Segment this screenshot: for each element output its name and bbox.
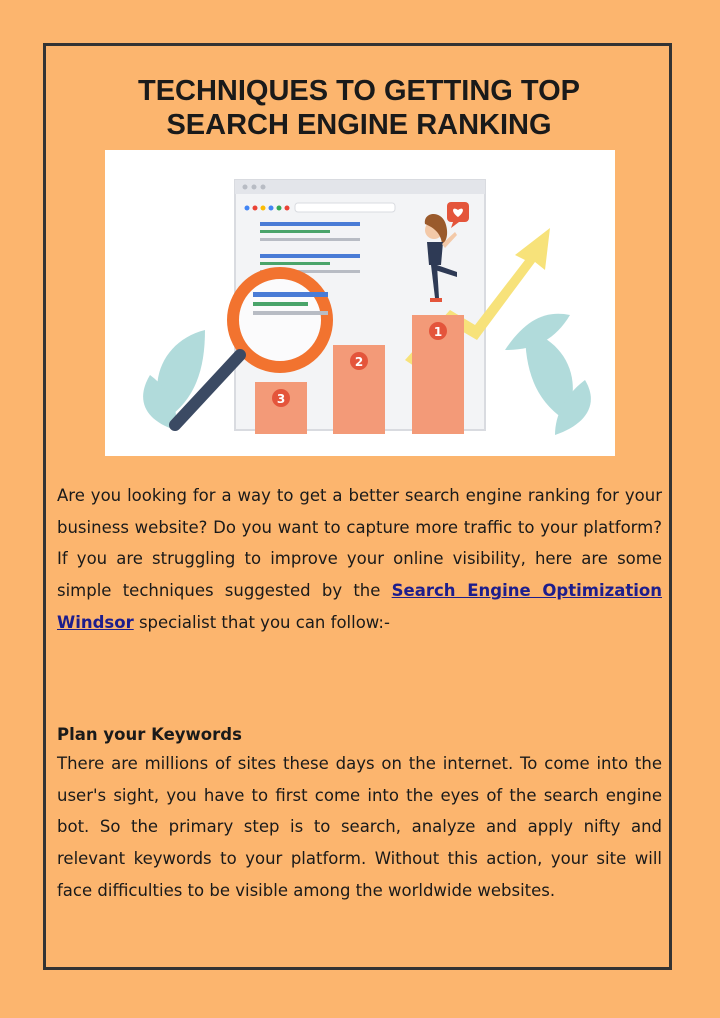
seo-ranking-illustration (105, 150, 615, 456)
podium-label-1: 1 (433, 325, 443, 339)
intro-paragraph (57, 480, 662, 639)
section-heading: Plan your Keywords (57, 725, 242, 744)
podium-label-3: 3 (276, 392, 286, 406)
page-title (46, 74, 672, 142)
title-line-2: SEARCH ENGINE RANKING (166, 109, 552, 141)
seo-windsor-link[interactable]: Search Engine Optimization Windsor (57, 581, 662, 632)
section-body: There are millions of sites these days on the internet. To come into the user's sight, you have to first come into the eyes of the search engine bot. So the primary step is to search, analyze and apply nifty and relevant keywords to your platform. Without this action, your site will face difficulties to be visible among the worldwide websites. (57, 754, 662, 900)
title-line-1: TECHNIQUES TO GETTING TOP (137, 75, 581, 107)
intro-text-after-link: specialist that you can follow:- (133, 612, 390, 632)
intro-text-before-link: Are you looking for a way to get a better search engine ranking for your business website? Do you want to capture more traffic to your platform? If you are struggling to improve your online visibility, here are some simple techniques suggested by the (57, 486, 662, 601)
podium-label-2: 2 (354, 355, 364, 369)
